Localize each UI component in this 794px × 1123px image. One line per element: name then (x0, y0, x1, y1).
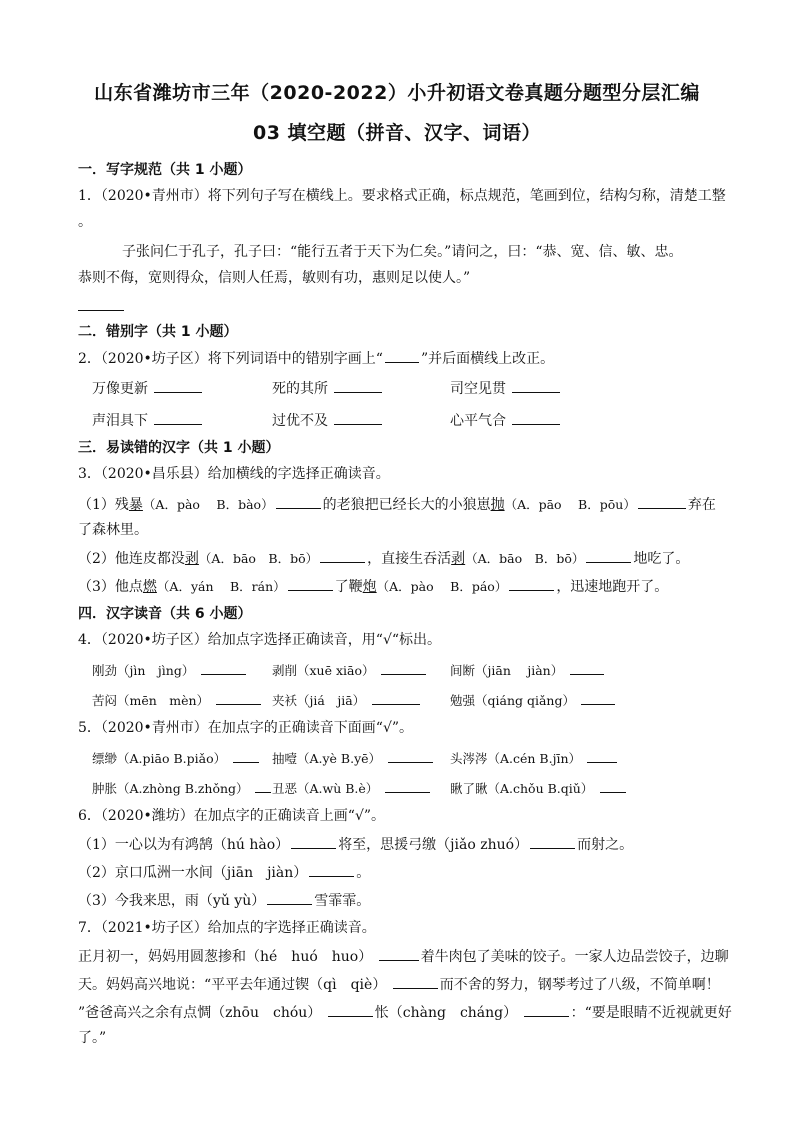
text-segment: ，直接生吞活 (367, 551, 452, 567)
question-7-text: 7．（2021•坊子区）给加点的字选择正确读音。 (78, 920, 376, 936)
answer-blank[interactable] (524, 1002, 569, 1017)
question-3-item-1 (78, 494, 716, 515)
answer-blank[interactable] (334, 378, 382, 393)
text-segment: 正月初一，妈妈用圆葱掺和（hé huó huo） (78, 949, 373, 965)
question-6-item-2 (78, 862, 370, 883)
answer-blank[interactable] (587, 748, 617, 763)
text-segment: ”爸爸高兴之余有点惆（zhōu chóu） (78, 1005, 322, 1021)
word-text: 死的其所 (272, 381, 328, 397)
question-6-item-3 (78, 890, 370, 911)
word-item-5 (272, 410, 384, 431)
underlined-char: 燃 (142, 579, 157, 595)
answer-blank[interactable] (393, 974, 438, 989)
word-item-4 (92, 410, 204, 431)
answer-line-q1[interactable] (78, 310, 124, 311)
answer-blank[interactable] (385, 778, 430, 793)
question-2-text (78, 348, 554, 369)
text-segment: （1）残 (78, 497, 129, 513)
item-text: 间断（jiān jiàn） (450, 663, 564, 678)
section-heading-3: 三．易读错的汉字（共 1 小题） (78, 440, 280, 456)
item-text: 勉强（qiáng qiǎng） (450, 693, 575, 708)
item-text: 丑恶（A.wù B.è） (272, 781, 379, 796)
answer-blank[interactable] (201, 660, 246, 675)
item-text: 剥削（xuē xiāo） (272, 663, 375, 678)
question-1-text-cont: 。 (78, 214, 92, 230)
underlined-char: 剥 (451, 551, 466, 567)
question-6-item-1 (78, 834, 633, 855)
question-3-text: 3．（2020•昌乐县）给加横线的字选择正确读音。 (78, 466, 390, 482)
word-item-3 (450, 378, 562, 399)
item-text: 抽噎（A.yè B.yē） (272, 751, 382, 766)
section-heading-4: 四．汉字读音（共 6 小题） (78, 606, 252, 622)
item-text: 刚劲（jìn jìng） (92, 663, 195, 678)
question-6-text: 6．（2020•潍坊）在加点字的正确读音上画“√”。 (78, 808, 386, 824)
q5-item-5 (272, 778, 432, 799)
q4-item-1 (92, 660, 248, 681)
q5-item-4 (92, 778, 273, 799)
text-segment: 地吃了。 (633, 551, 690, 567)
text-segment: 雪霏霏。 (314, 893, 371, 909)
answer-blank[interactable] (512, 378, 560, 393)
text-segment: （3）他点 (78, 579, 143, 595)
question-1-passage-line2: 恭则不侮，宽则得众，信则人任焉，敏则有功，惠则足以使人。” (78, 270, 471, 286)
text-segment: 而射之。 (577, 837, 634, 853)
pinyin-options: （A．pào B．bào） (142, 497, 274, 512)
text-segment: 了鞭 (334, 579, 363, 595)
answer-blank[interactable] (291, 834, 336, 849)
q4-item-5 (272, 690, 422, 711)
answer-blank[interactable] (334, 410, 382, 425)
answer-blank[interactable] (581, 690, 615, 705)
question-7-line-1 (78, 946, 729, 967)
word-item-2 (272, 378, 384, 399)
word-text: 心平气合 (450, 413, 506, 429)
text-segment: 天。妈妈高兴地说：“平平去年通过锲（qì qiè） (78, 977, 387, 993)
answer-blank[interactable] (276, 494, 321, 509)
text-segment: 。 (356, 865, 371, 881)
item-text: 夹袄（jiá jiā） (272, 693, 366, 708)
answer-blank[interactable] (570, 660, 604, 675)
q5-item-1 (92, 748, 261, 769)
item-text: 肿胀（A.zhòng B.zhǒng） (92, 781, 249, 796)
answer-blank[interactable] (388, 748, 433, 763)
answer-blank[interactable] (320, 548, 365, 563)
question-3-item-1-cont: 了森林里。 (78, 522, 148, 538)
question-3-item-3 (78, 576, 668, 597)
answer-blank[interactable] (372, 690, 420, 705)
section-heading-1: 一．写字规范（共 1 小题） (78, 162, 252, 178)
answer-blank[interactable] (216, 690, 261, 705)
answer-blank[interactable] (309, 862, 354, 877)
question-4-text: 4．（2020•坊子区）给加点字选择正确读音，用“√“标出。 (78, 632, 442, 648)
document-title: 山东省潍坊市三年（2020-2022）小升初语文卷真题分题型分层汇编 (94, 82, 700, 104)
answer-blank[interactable] (255, 778, 271, 793)
answer-blank[interactable] (154, 378, 202, 393)
q4-item-3 (450, 660, 606, 681)
text-segment: 弃在 (687, 497, 716, 513)
answer-blank[interactable] (267, 890, 312, 905)
question-7-line-3 (78, 1002, 732, 1023)
underlined-char: 抛 (490, 497, 505, 513)
text-segment: （2）京口瓜洲一水间（jiān jiàn） (78, 865, 308, 881)
pinyin-options: （A．bāo B．bō） (198, 551, 319, 566)
document-subtitle: 03 填空题（拼音、汉字、词语） (252, 122, 542, 144)
question-5-text: 5．（2020•青州市）在加点字的正确读音下面画“√”。 (78, 720, 414, 736)
answer-blank[interactable] (328, 1002, 373, 1017)
q4-item-2 (272, 660, 428, 681)
answer-blank[interactable] (509, 576, 554, 591)
question-3-item-2 (78, 548, 689, 569)
word-text: 过优不及 (272, 413, 328, 429)
text-segment: 的老狼把已经长大的小狼崽 (322, 497, 491, 513)
answer-blank[interactable] (379, 946, 419, 961)
text-segment: 而不舍的努力，钢琴考过了八级，不简单啊！ (439, 977, 720, 993)
item-text: 瞅了瞅（A.chǒu B.qiǔ） (450, 781, 594, 796)
word-text: 司空见贯 (450, 381, 506, 397)
mark-placeholder-blank (385, 348, 419, 363)
word-item-1 (92, 378, 204, 399)
underlined-char: 剥 (184, 551, 199, 567)
pinyin-options: （A．pào B．páo） (376, 579, 508, 594)
answer-blank[interactable] (381, 660, 426, 675)
answer-blank[interactable] (154, 410, 202, 425)
underlined-char: 暴 (128, 497, 143, 513)
question-2-text-a: 2．（2020•坊子区）将下列词语中的错别字画上“ (78, 351, 383, 367)
question-2-text-b: ”并后面横线上改正。 (420, 351, 555, 367)
text-segment: （3）今我来思，雨（yǔ yù） (78, 893, 266, 909)
answer-blank[interactable] (638, 494, 686, 509)
text-segment: 将至，思援弓缴（jiǎo zhuó） (338, 837, 529, 853)
word-text: 万像更新 (92, 381, 148, 397)
q5-item-2 (272, 748, 435, 769)
word-text: 声泪具下 (92, 413, 148, 429)
answer-blank[interactable] (512, 410, 560, 425)
question-7-line-2 (78, 974, 720, 995)
item-text: 缥缈（A.piāo B.piǎo） (92, 751, 227, 766)
q5-item-3 (450, 748, 619, 769)
answer-blank[interactable] (233, 748, 259, 763)
section-heading-2: 二．错别字（共 1 小题） (78, 324, 238, 340)
text-segment: 怅（chàng cháng） (374, 1005, 518, 1021)
text-segment: ：“要是眼睛不近视就更好 (570, 1005, 732, 1021)
question-7-line-4: 了。” (78, 1030, 107, 1046)
item-text: 苦闷（mēn mèn） (92, 693, 210, 708)
pinyin-options: （A．pāo B．pōu） (504, 497, 636, 512)
q5-item-6 (450, 778, 628, 799)
q4-item-4 (92, 690, 263, 711)
answer-blank[interactable] (600, 778, 626, 793)
pinyin-options: （A．bāo B．bō） (465, 551, 585, 566)
text-segment: ，迅速地跑开了。 (556, 579, 669, 595)
answer-blank[interactable] (586, 548, 631, 563)
word-item-6 (450, 410, 562, 431)
item-text: 头涔涔（A.cén B.jīn） (450, 751, 582, 766)
answer-blank[interactable] (530, 834, 575, 849)
question-1-passage-line1: 子张问仁于孔子，孔子曰：“能行五者于天下为仁矣。”请问之，曰：“恭、宽、信、敏、忠。 (122, 244, 683, 260)
text-segment: （1）一心以为有鸿鹄（hú hào） (78, 837, 290, 853)
q4-item-6 (450, 690, 617, 711)
underlined-char: 炮 (362, 579, 377, 595)
question-1-text: 1．（2020•青州市）将下列句子写在横线上。要求格式正确，标点规范，笔画到位，结构匀称，清楚工整 (78, 188, 726, 204)
pinyin-options: （A．yán B．rán） (156, 579, 286, 594)
answer-blank[interactable] (288, 576, 333, 591)
text-segment: 着牛肉包了美味的饺子。一家人边品尝饺子，边聊 (420, 949, 729, 965)
text-segment: （2）他连皮都没 (78, 551, 185, 567)
